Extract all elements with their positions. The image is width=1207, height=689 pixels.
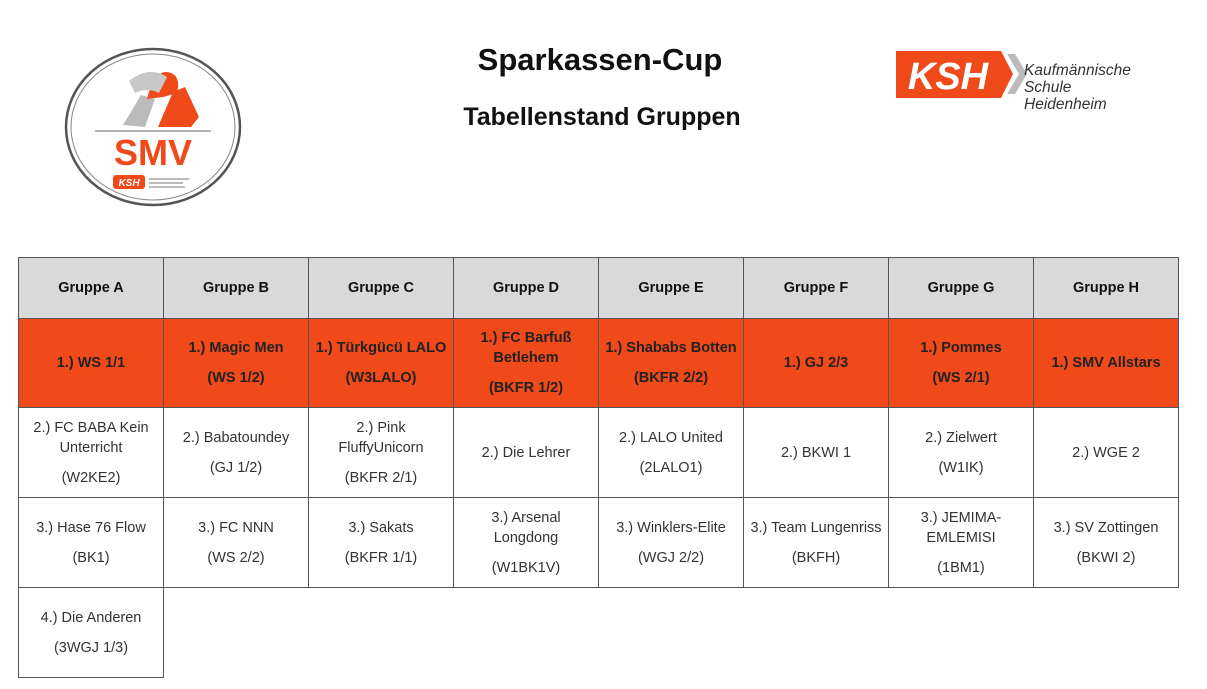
table-cell — [1034, 408, 1179, 498]
empty-cell — [889, 588, 1034, 678]
empty-cell — [164, 588, 309, 678]
team-name: 2.) BKWI 1 — [780, 444, 852, 461]
team-name: 3.) SV Zottingen — [1053, 519, 1159, 536]
team-name: 1.) Türkgücü LALO — [315, 340, 447, 356]
smv-logo-ksh-text: KSH — [118, 178, 140, 189]
team-class: (BKFR 2/2) — [633, 370, 709, 386]
header-group-c: Gruppe C — [309, 258, 454, 319]
ksh-logo-text: KSH — [907, 56, 989, 98]
team-class: (BKFR 1/2) — [488, 380, 564, 396]
empty-cell — [744, 588, 889, 678]
team-class: (BKWI 2) — [1076, 549, 1136, 566]
table-cell — [19, 408, 164, 498]
ksh-school-name — [1024, 62, 1131, 113]
page-title: Sparkassen-Cup — [477, 42, 723, 77]
team-class: (W3LALO) — [345, 370, 417, 386]
header-group-g: Gruppe G — [889, 258, 1034, 319]
team-name: 3.) Winklers-Elite — [616, 519, 726, 536]
header-group-f: Gruppe F — [744, 258, 889, 319]
team-class: (BK1) — [72, 549, 110, 566]
empty-cell — [599, 588, 744, 678]
team-class: (W2KE2) — [61, 469, 121, 486]
team-class: (WS 1/2) — [207, 370, 265, 386]
ksh-school-line-2: Schule — [1024, 79, 1072, 96]
table-cell — [889, 319, 1034, 408]
team-name: 1.) Pommes — [920, 340, 1002, 356]
table-cell — [19, 319, 164, 408]
table-cell — [19, 588, 164, 678]
team-name: 2.) Zielwert — [925, 429, 997, 446]
team-name: 2.) LALO United — [619, 429, 723, 446]
table-row-fourth-place — [19, 588, 1179, 678]
table-cell — [454, 319, 599, 408]
table-row-third-place — [19, 498, 1179, 588]
table-cell — [744, 408, 889, 498]
header-group-a: Gruppe A — [19, 258, 164, 319]
team-class: (WS 2/2) — [207, 549, 265, 566]
table-cell — [889, 498, 1034, 588]
table-cell — [164, 408, 309, 498]
team-name: 3.) Sakats — [348, 519, 414, 536]
team-name: 2.) WGE 2 — [1072, 444, 1140, 461]
team-name: 3.) FC NNN — [198, 519, 274, 536]
team-name: 4.) Die Anderen — [40, 609, 142, 626]
table-cell — [744, 319, 889, 408]
table-cell — [164, 498, 309, 588]
table-cell — [599, 498, 744, 588]
table-cell — [454, 408, 599, 498]
team-class: (3WGJ 1/3) — [53, 639, 129, 656]
ksh-school-line-3: Heidenheim — [1024, 96, 1107, 113]
team-name: 1.) FC Barfuß Betlehem — [480, 330, 572, 366]
team-name: 1.) Magic Men — [188, 340, 284, 356]
empty-cell — [309, 588, 454, 678]
table-header-row — [19, 258, 1179, 319]
table-cell — [599, 408, 744, 498]
team-name: 3.) JEMIMA-EMLEMISI — [920, 509, 1002, 546]
team-class: (BKFH) — [791, 549, 841, 566]
header-group-d: Gruppe D — [454, 258, 599, 319]
team-class: (BKFR 2/1) — [344, 469, 418, 486]
team-name: 3.) Arsenal Longdong — [491, 509, 561, 546]
table-cell — [309, 319, 454, 408]
team-class: (GJ 1/2) — [209, 459, 263, 476]
team-name: 1.) WS 1/1 — [56, 355, 126, 371]
team-name: 2.) Pink FluffyUnicorn — [338, 419, 424, 456]
table-cell — [454, 498, 599, 588]
team-name: 1.) Shababs Botten — [605, 340, 737, 356]
team-name: 2.) Babatoundey — [182, 429, 290, 446]
team-name: 3.) Hase 76 Flow — [36, 519, 146, 536]
table-cell — [164, 319, 309, 408]
header-group-h: Gruppe H — [1034, 258, 1179, 319]
ksh-school-line-1: Kaufmännische — [1024, 62, 1131, 79]
table-cell — [309, 408, 454, 498]
team-name: 2.) FC BABA Kein Unterricht — [33, 419, 149, 456]
smv-logo-text: SMV — [113, 132, 193, 173]
team-class: (W1IK) — [938, 459, 984, 476]
table-cell — [1034, 319, 1179, 408]
page-subtitle: Tabellenstand Gruppen — [463, 103, 741, 131]
table-row-second-place — [19, 408, 1179, 498]
table-cell — [744, 498, 889, 588]
table-cell — [599, 319, 744, 408]
table-cell — [889, 408, 1034, 498]
team-class: (2LALO1) — [639, 459, 703, 476]
team-class: (1BM1) — [937, 559, 985, 576]
empty-cell — [454, 588, 599, 678]
smv-logo — [63, 47, 243, 207]
table-cell — [1034, 498, 1179, 588]
empty-cell — [1034, 588, 1179, 678]
table-cell — [19, 498, 164, 588]
team-name: 1.) GJ 2/3 — [783, 355, 849, 371]
team-class: (W1BK1V) — [491, 559, 561, 576]
table-row-first-place — [19, 319, 1179, 408]
header-group-e: Gruppe E — [599, 258, 744, 319]
team-class: (BKFR 1/1) — [344, 549, 418, 566]
team-name: 3.) Team Lungenriss — [750, 519, 882, 536]
header-group-b: Gruppe B — [164, 258, 309, 319]
table-cell — [309, 498, 454, 588]
team-class: (WS 2/1) — [932, 370, 990, 386]
group-standings-table — [18, 257, 1179, 678]
team-name: 1.) SMV Allstars — [1051, 355, 1161, 371]
team-class: (WGJ 2/2) — [637, 549, 705, 566]
team-name: 2.) Die Lehrer — [481, 444, 571, 461]
